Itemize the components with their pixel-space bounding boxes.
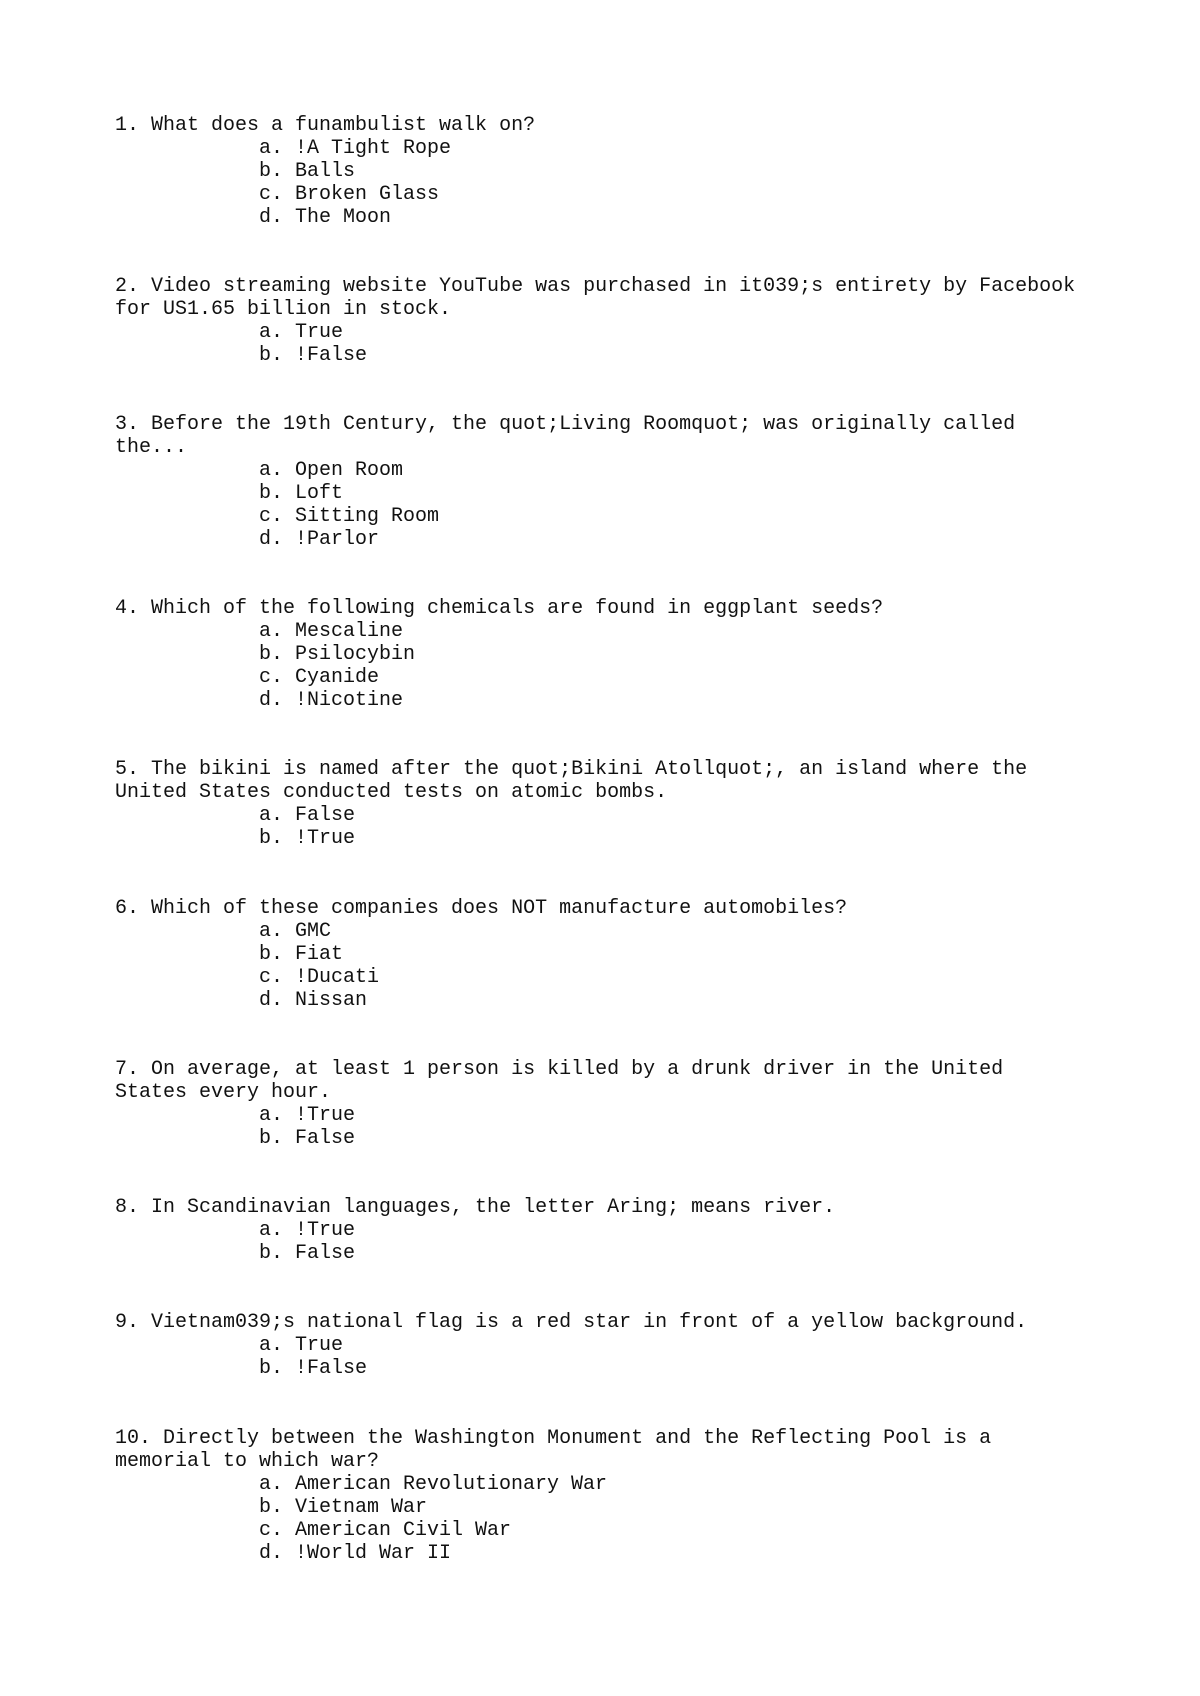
answer-option: c. Cyanide [259,666,380,689]
answer-option: d. Nissan [259,989,368,1012]
question-text: 5. The bikini is named after the quot;Bikini Atollquot;, an island where the United States conducted tests on atomic bombs. [115,758,1028,804]
answer-list [115,1473,1115,1565]
answer-list [115,1219,1115,1265]
answer-option: b. Psilocybin [259,643,416,666]
question-9 [115,1311,1115,1380]
answer-option: b. False [259,1242,356,1265]
answer-option: a. !True [259,1104,356,1127]
question-text: 9. Vietnam039;s national flag is a red star in front of a yellow background. [115,1311,1028,1334]
answer-option: a. True [259,1334,344,1357]
answer-option: a. True [259,321,344,344]
answer-option: b. !True [259,827,356,850]
question-text: 2. Video streaming website YouTube was purchased in it039;s entirety by Facebook for US1.65 billion in stock. [115,275,1076,321]
answer-option: a. GMC [259,920,332,943]
answer-option: c. Broken Glass [259,183,440,206]
answer-list [115,804,1115,850]
question-2 [115,275,1115,367]
answer-option: d. The Moon [259,206,392,229]
question-7 [115,1058,1115,1150]
question-text: 3. Before the 19th Century, the quot;Living Roomquot; was originally called the... [115,413,1016,459]
answer-option: b. Balls [259,160,356,183]
answer-option: c. Sitting Room [259,505,440,528]
answer-option: a. Mescaline [259,620,404,643]
answer-option: d. !Parlor [259,528,380,551]
question-text: 1. What does a funambulist walk on? [115,114,536,137]
answer-option: b. Loft [259,482,344,505]
answer-option: a. American Revolutionary War [259,1473,608,1496]
question-text: 7. On average, at least 1 person is killed by a drunk driver in the United States every hour. [115,1058,1004,1104]
answer-option: b. !False [259,344,368,367]
answer-list [115,321,1115,367]
answer-option: c. !Ducati [259,966,380,989]
answer-option: b. Vietnam War [259,1496,428,1519]
answer-option: d. !Nicotine [259,689,404,712]
answer-option: b. !False [259,1357,368,1380]
answer-option: d. !World War II [259,1542,452,1565]
answer-option: a. False [259,804,356,827]
answer-list [115,459,1115,551]
question-text: 10. Directly between the Washington Monument and the Reflecting Pool is a memorial to which war? [115,1427,992,1473]
question-5 [115,758,1115,850]
question-6 [115,897,1115,1012]
question-text: 8. In Scandinavian languages, the letter Aring; means river. [115,1196,836,1219]
question-8 [115,1196,1115,1265]
question-1 [115,114,1115,229]
question-text: 4. Which of the following chemicals are found in eggplant seeds? [115,597,884,620]
answer-option: b. False [259,1127,356,1150]
question-10 [115,1427,1115,1565]
answer-list [115,1104,1115,1150]
answer-list [115,620,1115,712]
answer-option: c. American Civil War [259,1519,512,1542]
question-3 [115,413,1115,551]
answer-option: a. !A Tight Rope [259,137,452,160]
question-4 [115,597,1115,712]
answer-option: a. !True [259,1219,356,1242]
answer-option: a. Open Room [259,459,404,482]
answer-option: b. Fiat [259,943,344,966]
answer-list [115,920,1115,1012]
answer-list [115,1334,1115,1380]
answer-list [115,137,1115,229]
question-text: 6. Which of these companies does NOT manufacture automobiles? [115,897,848,920]
